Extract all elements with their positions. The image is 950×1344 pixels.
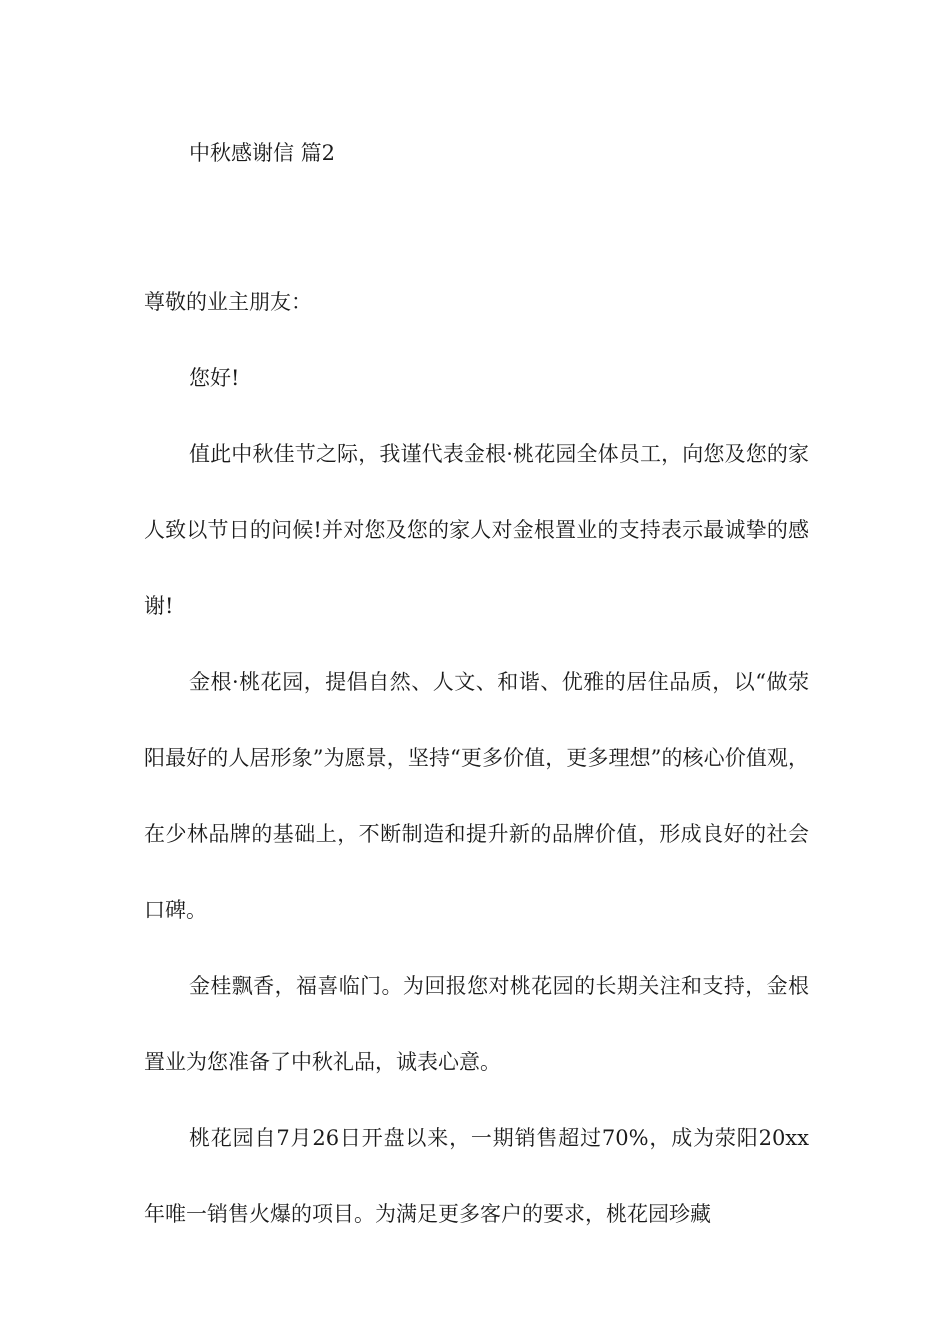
paragraph-greeting: 您好! bbox=[189, 366, 240, 390]
paragraph-thanks: 值此中秋佳节之际，我谨代表金根·桃花园全体员工，向您及您的家人致以节日的问候!并对您及您的家人对金根置业的支持表示最诚挚的感谢! bbox=[144, 442, 809, 618]
letter-body bbox=[144, 264, 809, 1252]
document-title: 中秋感谢信 篇2 bbox=[189, 141, 336, 165]
paragraph-gift: 金桂飘香，福喜临门。为回报您对桃花园的长期关注和支持，金根置业为您准备了中秋礼品，诚表心意。 bbox=[144, 974, 809, 1074]
paragraph-sales: 桃花园自7月26日开盘以来，一期销售超过70%，成为荥阳20xx年唯一销售火爆的项目。为满足更多客户的要求，桃花园珍藏 bbox=[144, 1126, 809, 1226]
salutation: 尊敬的业主朋友： bbox=[144, 290, 312, 314]
paragraph-brand: 金根·桃花园，提倡自然、人文、和谐、优雅的居住品质，以“做荥阳最好的人居形象”为愿景，坚持“更多价值，更多理想”的核心价值观，在少林品牌的基础上，不断制造和提升新的品牌价值，形成良好的社会口碑。 bbox=[144, 670, 809, 922]
